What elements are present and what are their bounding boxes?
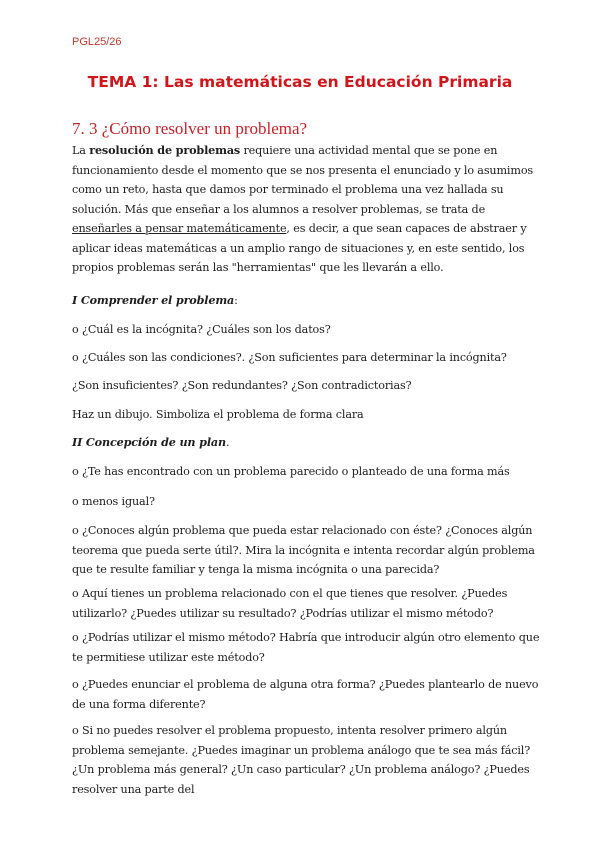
step2-heading	[72, 433, 542, 453]
step2-paragraph-4: o ¿Puedes enunciar el problema de alguna otra forma? ¿Puedes plantearlo de nuevo de una forma diferente?	[72, 678, 539, 711]
step2-paragraph-1: o ¿Conoces algún problema que pueda estar relacionado con éste? ¿Conoces algún teorema que pueda serte útil?. Mira la incógnita e intenta recordar algún problema que te resulte familiar y tenga la misma incógnita o una parecida?	[72, 524, 535, 576]
step1-heading-text: I Comprender el problema	[72, 293, 235, 307]
step2-paragraph-2: o Aquí tienes un problema relacionado con el que tienes que resolver. ¿Puedes utilizarlo? ¿Puedes utilizar su resultado? ¿Podrías utilizar el mismo método?	[72, 587, 508, 620]
step2-line-2: o menos igual?	[72, 495, 155, 508]
course-code: PGL25/26	[72, 36, 122, 48]
step2-line-1: o ¿Te has encontrado con un problema parecido o planteado de una forma más	[72, 465, 510, 478]
section-title: 7. 3 ¿Cómo resolver un problema?	[72, 119, 308, 138]
step1-heading-suffix: :	[234, 294, 238, 307]
intro-text-1: La	[72, 144, 90, 157]
intro-bold-term: resolución de problemas	[89, 143, 241, 157]
step1-heading	[72, 291, 542, 311]
step2-paragraph-5: o Si no puedes resolver el problema propuesto, intenta resolver primero algún problema semejante. ¿Puedes imaginar un problema análogo que te sea más fácil? ¿Un problema más general? ¿Un caso particular? ¿Un problema análogo? ¿Puedes resolver una parte del	[72, 724, 531, 796]
intro-paragraph	[72, 141, 542, 278]
intro-text-2: requiere una actividad mental que se pone en funcionamiento desde el momento que se nos presenta el enunciado y lo asumimos como un reto, hasta que damos por terminado el problema una vez hallada su solución. Más que enseñar a los alumnos a resolver problemas, se trata de	[72, 144, 533, 216]
step1-line-1: o ¿Cuál es la incógnita? ¿Cuáles son los datos?	[72, 323, 331, 336]
intro-underlined-term: enseñarles a pensar matemáticamente	[72, 222, 287, 235]
step1-line-2: o ¿Cuáles son las condiciones?. ¿Son suficientes para determinar la incógnita?	[72, 351, 507, 364]
step1-line-3: ¿Son insuficientes? ¿Son redundantes? ¿Son contradictorias?	[72, 379, 412, 392]
step2-paragraph-3: o ¿Podrías utilizar el mismo método? Habría que introducir algún otro elemento que te permitiese utilizar este método?	[72, 631, 540, 664]
intro-text-3: , es decir, a que sean capaces de abstraer y aplicar ideas matemáticas a un amplio rango de situaciones y, en este sentido, los propios problemas serán las "herramientas" que les llevarán a ello.	[72, 222, 527, 274]
step2-heading-text: II Concepción de un plan	[72, 435, 227, 449]
document-title: TEMA 1: Las matemáticas en Educación Primaria	[87, 73, 513, 91]
step2-heading-suffix: .	[226, 436, 230, 449]
step1-line-4: Haz un dibujo. Simboliza el problema de forma clara	[72, 408, 364, 421]
